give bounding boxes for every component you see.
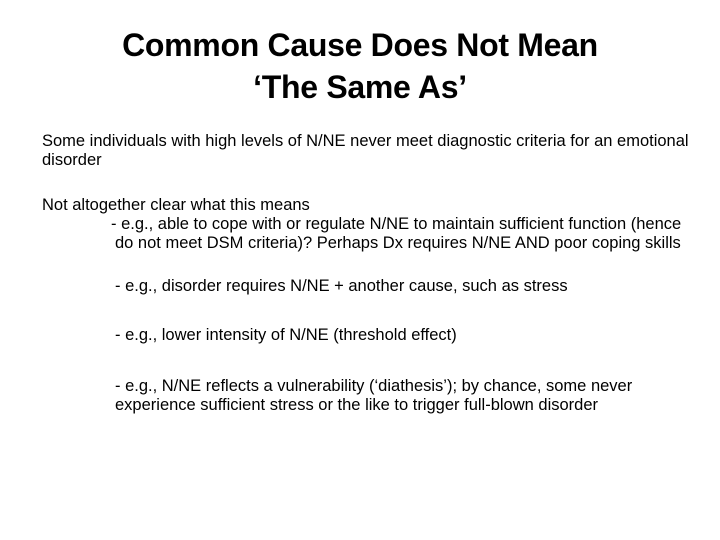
sub-point-diathesis: - e.g., N/NE reflects a vulnerability (‘diathesis’); by chance, some never experience sufficient stress or the like to trigger full-blown disorder xyxy=(115,377,633,414)
title-line-1: Common Cause Does Not Mean xyxy=(122,27,598,63)
sub-point-threshold: - e.g., lower intensity of N/NE (threshold effect) xyxy=(115,326,457,344)
slide-title xyxy=(40,24,680,108)
title-line-2: ‘The Same As’ xyxy=(253,69,467,105)
paragraph-individuals: Some individuals with high levels of N/NE never meet diagnostic criteria for an emotional disorder xyxy=(42,132,689,169)
slide-body xyxy=(42,132,702,415)
sub-point-another-cause: - e.g., disorder requires N/NE + another cause, such as stress xyxy=(115,277,568,295)
sub-point-cope: - e.g., able to cope with or regulate N/NE to maintain sufficient function (hence do not meet DSM criteria)? Perhaps Dx requires N/NE AND poor coping skills xyxy=(111,215,682,252)
paragraph-not-clear: Not altogether clear what this means xyxy=(42,196,310,214)
